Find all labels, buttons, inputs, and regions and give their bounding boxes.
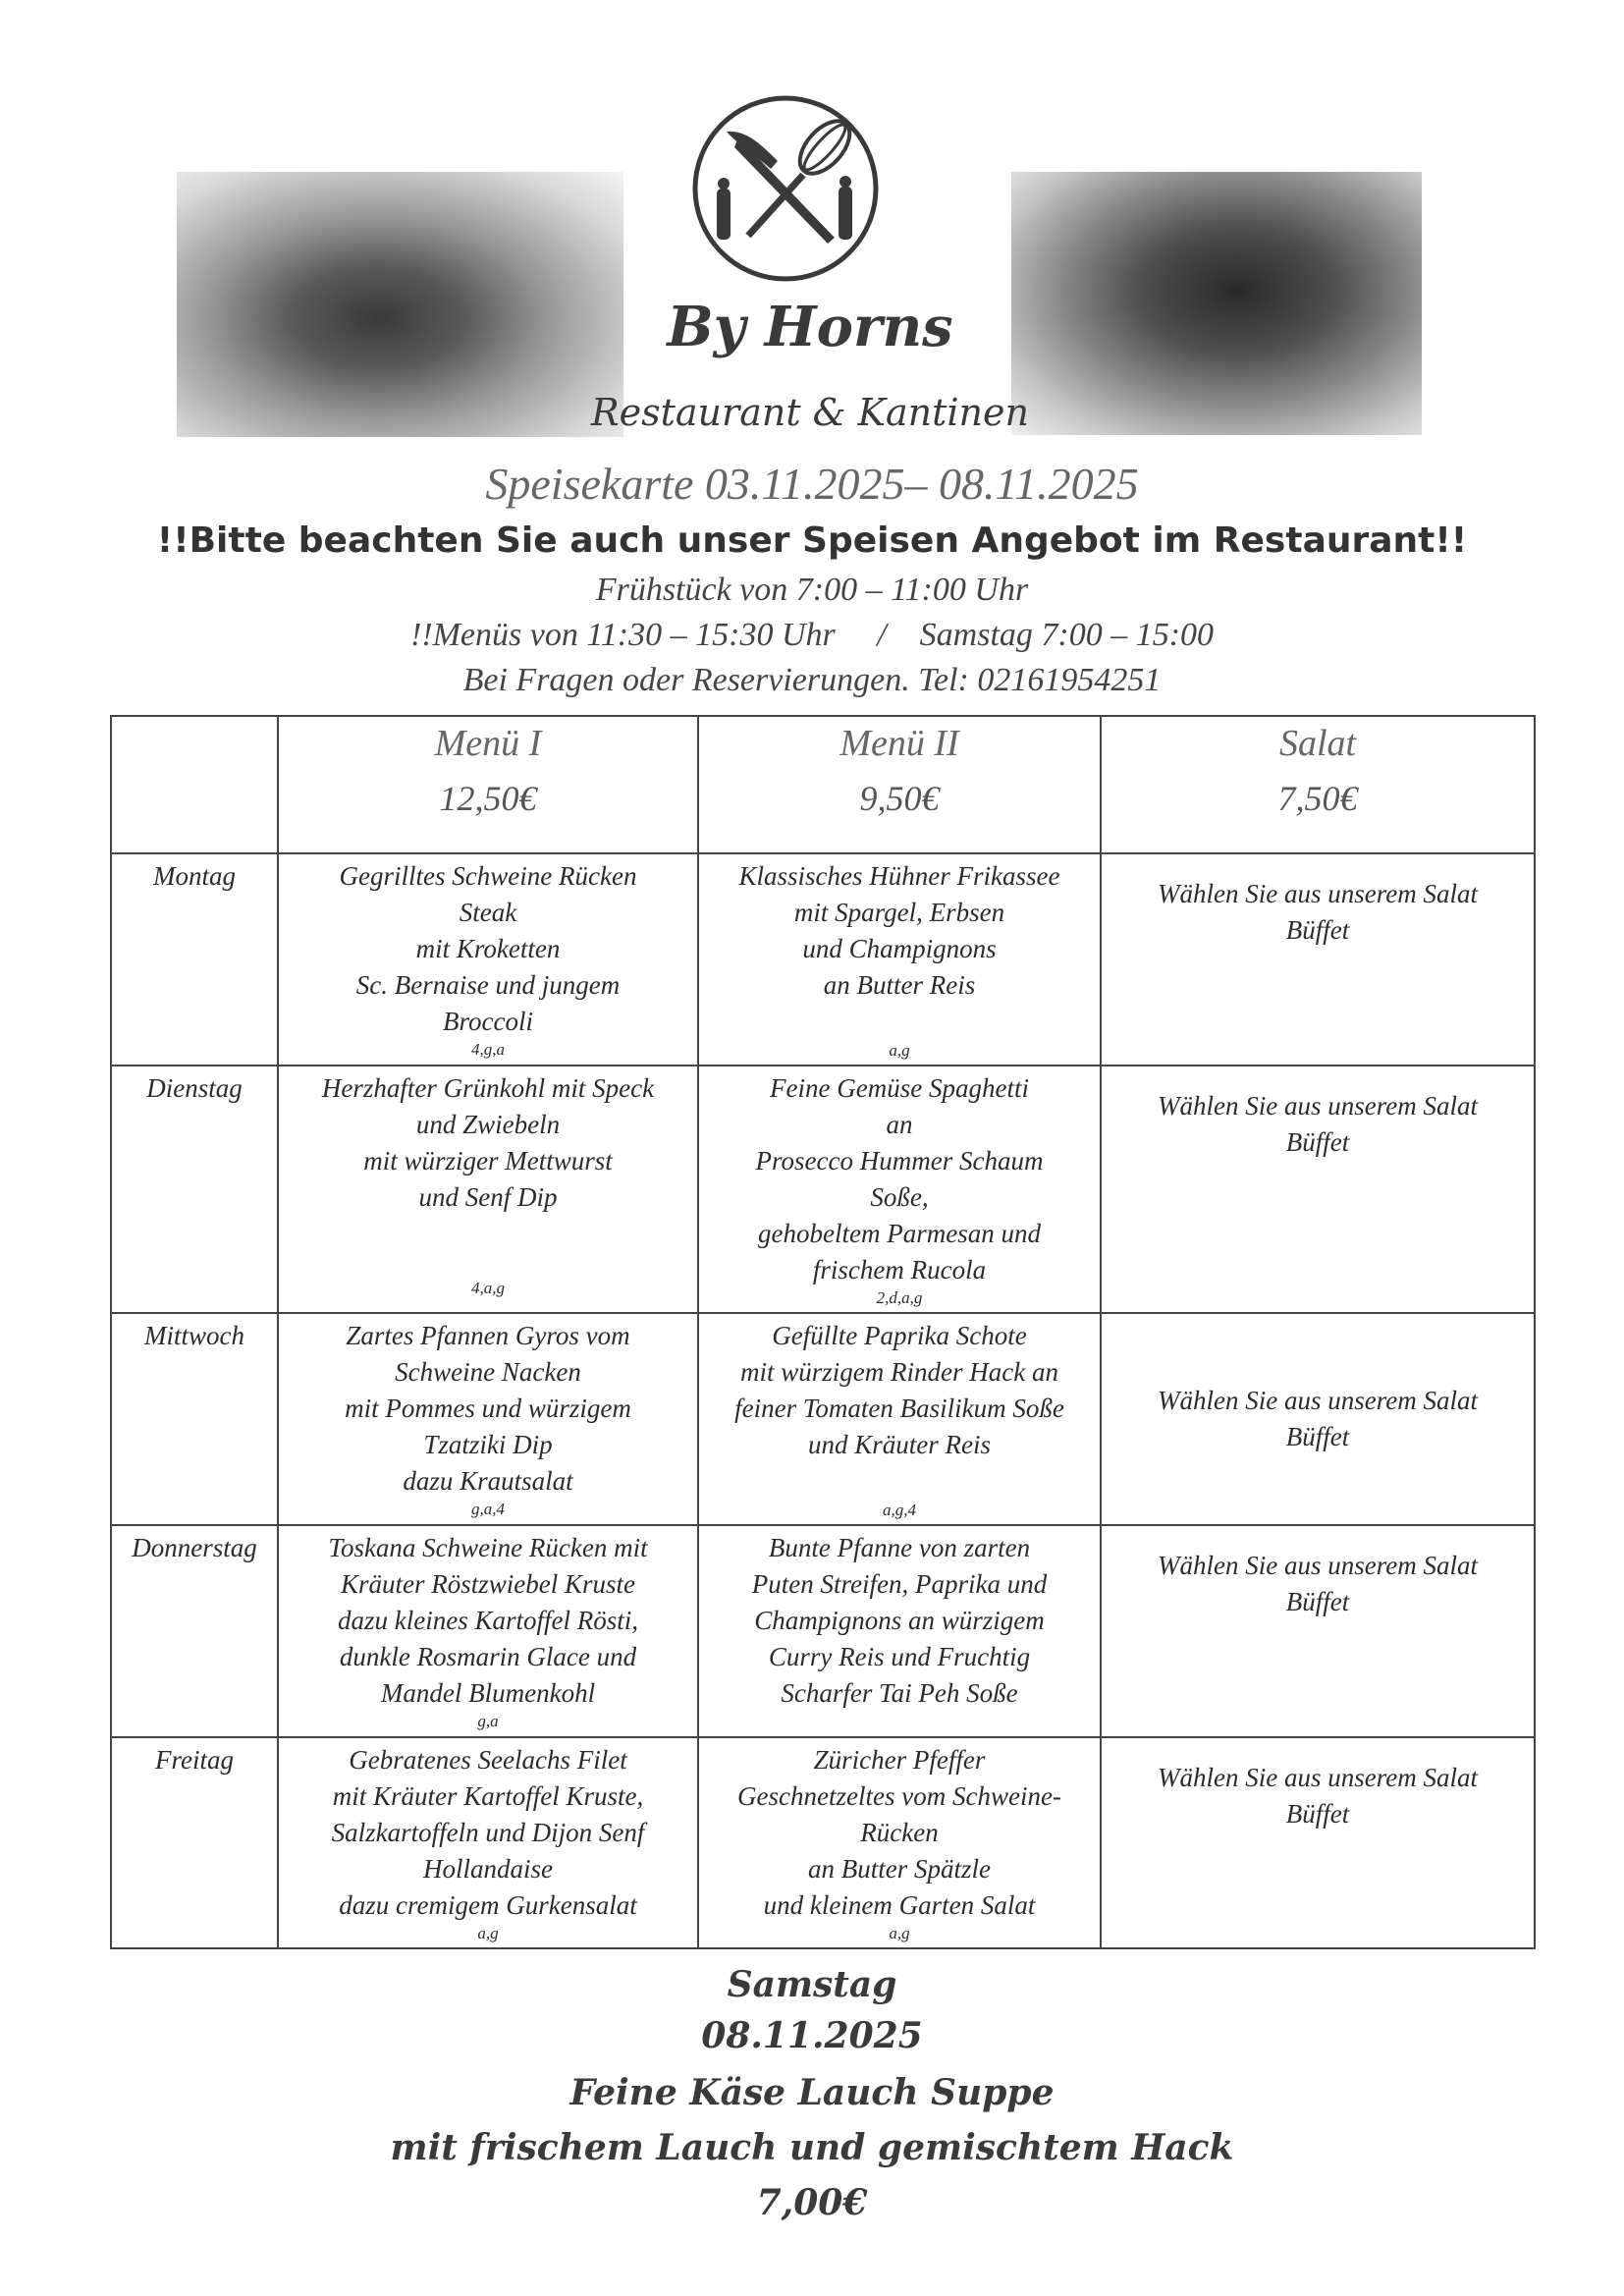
column-price: 9,50€ [859, 779, 940, 818]
menu-title: Speisekarte 03.11.2025– 08.11.2025 [485, 459, 1139, 509]
salat-cell [1101, 1066, 1535, 1313]
allergen-codes: g,a,4 [471, 1500, 505, 1518]
column-price: 7,50€ [1277, 779, 1358, 818]
allergen-codes: g,a [477, 1712, 499, 1730]
day-label: Mittwoch [111, 1313, 278, 1525]
saturday-dish-description: mit frischem Lauch und gemischtem Hack [390, 2127, 1234, 2168]
column-price: 12,50€ [439, 779, 537, 818]
dish-text: Wählen Sie aus unserem Salat Büffet [1158, 1551, 1478, 1616]
table-row [111, 1066, 1535, 1313]
dish-text: Gegrilltes Schweine Rücken Steak mit Kroketten Sc. Bernaise und jungem Broccoli [339, 861, 637, 1036]
dish-text: Wählen Sie aus unserem Salat Büffet [1158, 1386, 1478, 1451]
menu1-cell [278, 1066, 698, 1313]
header-menu2 [698, 716, 1101, 853]
table-row [111, 853, 1535, 1066]
allergen-codes: 4,g,a [471, 1040, 505, 1059]
contact-phone: Bei Fragen oder Reservierungen. Tel: 02161954251 [462, 662, 1162, 698]
menu1-cell [278, 1737, 698, 1948]
table-header-row [111, 716, 1535, 853]
menu2-cell [698, 1525, 1101, 1737]
day-label: Dienstag [111, 1066, 278, 1313]
header-menu1 [278, 716, 698, 853]
dish-text: Klassisches Hühner Frikassee mit Spargel, Erbsen und Champignons an Butter Reis [738, 861, 1060, 1000]
menu2-cell [698, 853, 1101, 1066]
saturday-label: Samstag [727, 1964, 897, 2005]
dish-text: Züricher Pfeffer Geschnetzeltes vom Schweine- Rücken an Butter Spätzle und kleinem Garten Salat [737, 1745, 1061, 1920]
column-name: Menü II [839, 723, 959, 764]
menu1-cell [278, 1525, 698, 1737]
allergen-codes: a,g [477, 1924, 499, 1942]
salat-cell [1101, 1525, 1535, 1737]
menu2-cell [698, 1066, 1101, 1313]
dish-text: Feine Gemüse Spaghetti an Prosecco Hummer Schaum Soße, gehobeltem Parmesan und frischem Rucola [755, 1073, 1044, 1285]
table-row [111, 1737, 1535, 1948]
table-row [111, 1525, 1535, 1737]
dish-text: Wählen Sie aus unserem Salat Büffet [1158, 1091, 1478, 1157]
salat-cell [1101, 1737, 1535, 1948]
dish-text: Herzhafter Grünkohl mit Speck und Zwiebeln mit würziger Mettwurst und Senf Dip [321, 1073, 655, 1212]
dish-text: Toskana Schweine Rücken mit Kräuter Röstzwiebel Kruste dazu kleines Kartoffel Rösti, dunkle Rosmarin Glace und Mandel Blumenkohl [328, 1533, 648, 1708]
breakfast-hours: Frühstück von 7:00 – 11:00 Uhr [595, 572, 1029, 608]
saturday-date: 08.11.2025 [701, 2015, 923, 2056]
day-label: Montag [111, 853, 278, 1066]
salat-cell [1101, 1313, 1535, 1525]
dish-text: Bunte Pfanne von zarten Puten Streifen, Paprika und Champignons an würzigem Curry Reis und Fruchtig Scharfer Tai Peh Soße [751, 1533, 1048, 1708]
dish-text: Wählen Sie aus unserem Salat Büffet [1158, 1763, 1478, 1829]
dish-text: Wählen Sie aus unserem Salat Büffet [1158, 879, 1478, 945]
saturday-dish-title: Feine Käse Lauch Suppe [569, 2072, 1055, 2113]
knife-whisk-pepper-mill-icon [687, 90, 884, 287]
brand-name: By Horns [667, 295, 953, 359]
weekly-menu-table [110, 715, 1536, 1949]
menu2-cell [698, 1737, 1101, 1948]
salat-cell [1101, 853, 1535, 1066]
brand-subtitle: Restaurant & Kantinen [591, 391, 1029, 434]
menu2-cell [698, 1313, 1101, 1525]
dish-text: Gebratenes Seelachs Filet mit Kräuter Kartoffel Kruste, Salzkartoffeln und Dijon Senf Hollandaise dazu cremigem Gurkensalat [331, 1745, 645, 1920]
restaurant-notice: !!Bitte beachten Sie auch unser Speisen Angebot im Restaurant!! [156, 520, 1468, 561]
day-label: Donnerstag [111, 1525, 278, 1737]
allergen-codes: a,g [889, 1924, 910, 1942]
column-name: Menü I [434, 723, 542, 764]
header-salat [1101, 716, 1535, 853]
table-row [111, 1313, 1535, 1525]
menu1-cell [278, 1313, 698, 1525]
menu-hours: !!Menüs von 11:30 – 15:30 Uhr / Samstag 7:00 – 15:00 [409, 617, 1215, 653]
day-label: Freitag [111, 1737, 278, 1948]
column-name: Salat [1278, 723, 1357, 764]
dish-text: Zartes Pfannen Gyros vom Schweine Nacken mit Pommes und würzigem Tzatziki Dip dazu Krautsalat [345, 1321, 631, 1496]
menu1-cell [278, 853, 698, 1066]
allergen-codes: a,g,4 [883, 1501, 916, 1519]
dish-text: Gefüllte Paprika Schote mit würzigem Rinder Hack an feiner Tomaten Basilikum Soße und Kräuter Reis [734, 1321, 1064, 1459]
allergen-codes: 4,a,g [471, 1279, 505, 1297]
allergen-codes: 2,d,a,g [876, 1288, 923, 1307]
empty-header-cell [111, 716, 278, 853]
saturday-price: 7,00€ [756, 2182, 868, 2223]
allergen-codes: a,g [889, 1041, 910, 1060]
